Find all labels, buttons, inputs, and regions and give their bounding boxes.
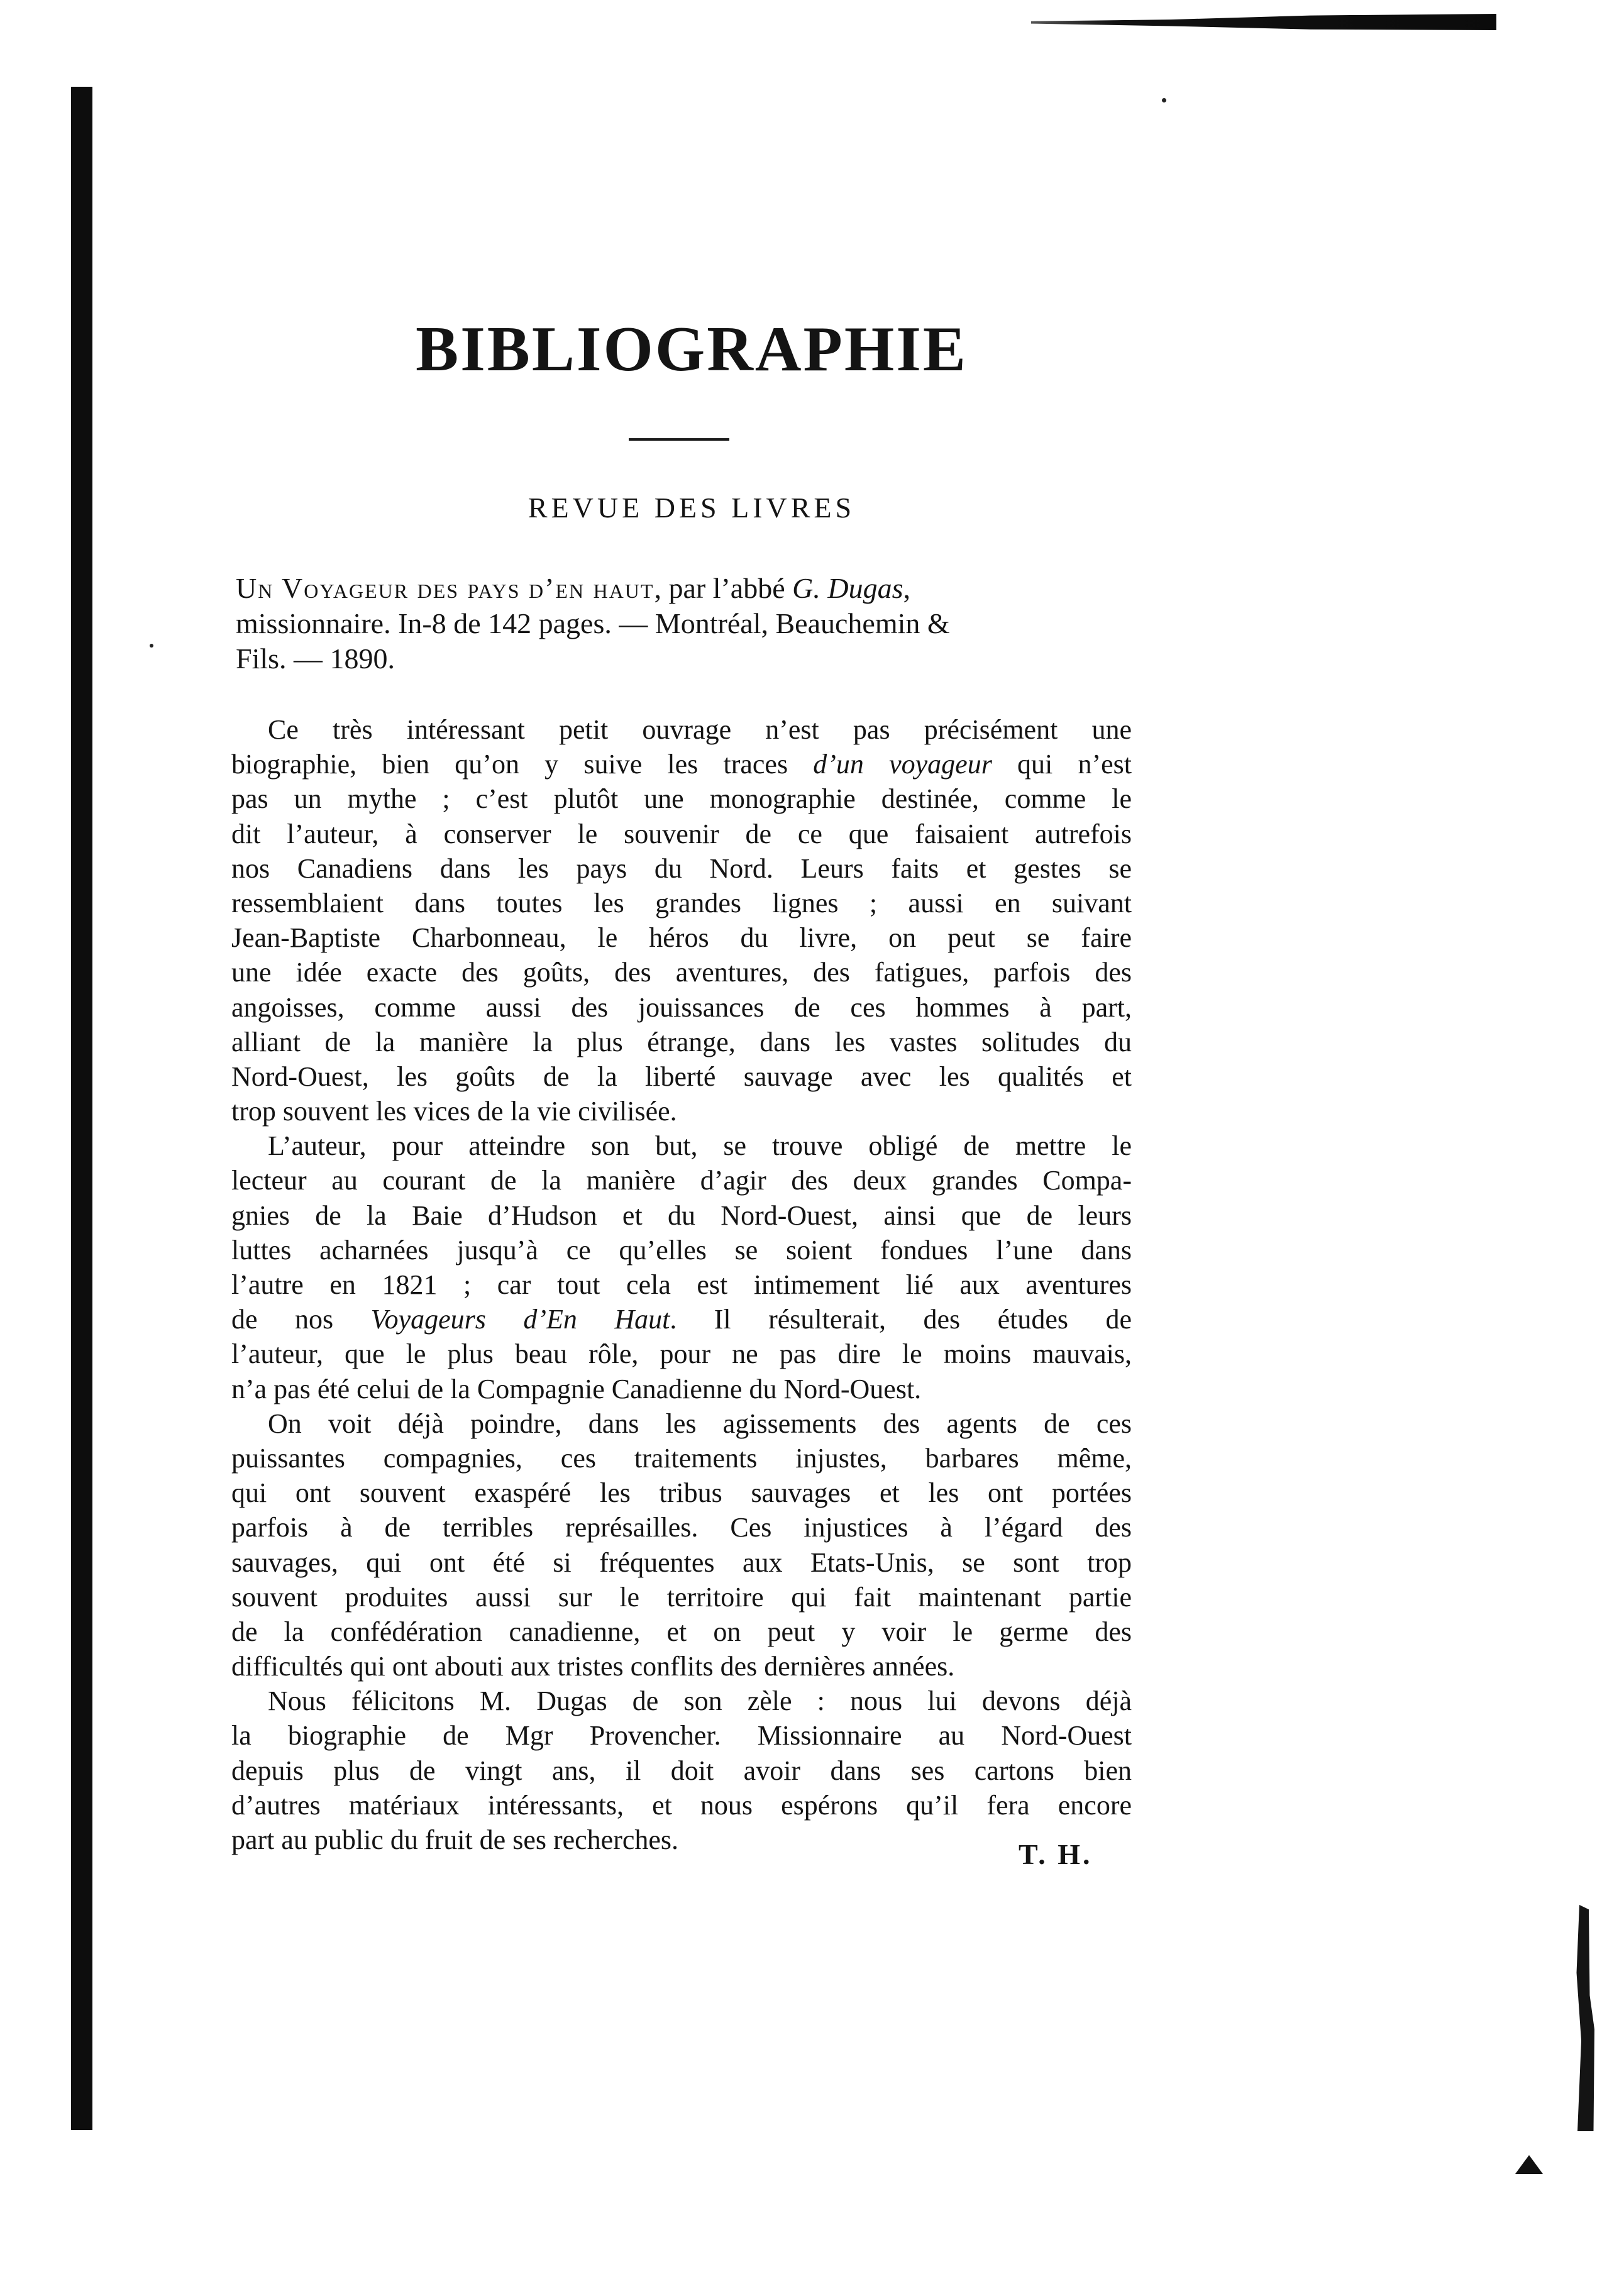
paragraph-3-line: souvent produites aussi sur le territoire qui fait maintenant partie bbox=[231, 1581, 1132, 1613]
italic-text: d’un voyageur bbox=[813, 749, 992, 780]
scan-edge-artifact-right bbox=[1576, 1905, 1594, 2131]
paragraph-1-line: angoisses, comme aussi des jouissances de ces hommes à part, bbox=[231, 991, 1132, 1023]
scan-edge-artifact-left bbox=[71, 87, 92, 2130]
paragraph-1-line: une idée exacte des goûts, des aventures, des fatigues, parfois des bbox=[231, 957, 1132, 988]
paragraph-3-line: difficultés qui ont abouti aux tristes conflits des dernières années. bbox=[231, 1651, 955, 1682]
paragraph-1-line: biographie, bien qu’on y suive les traces d’un voyageur qui n’est bbox=[231, 749, 1132, 780]
book-citation bbox=[236, 571, 1135, 676]
book-author: G. Dugas bbox=[792, 572, 903, 604]
paragraph-4-line: Nous félicitons M. Dugas de son zèle : nous lui devons déjà bbox=[268, 1685, 1132, 1717]
reviewer-signature: T. H. bbox=[1019, 1838, 1093, 1870]
italic-text: Voyageurs d’En Haut bbox=[370, 1304, 670, 1335]
paragraph-4-line: part au public du fruit de ses recherches. bbox=[231, 1824, 679, 1855]
section-subheading: REVUE DES LIVRES bbox=[528, 492, 856, 524]
citation-connector: , par l’abbé bbox=[654, 572, 793, 604]
paragraph-1-line: trop souvent les vices de la vie civilisée. bbox=[231, 1096, 677, 1127]
paragraph-1-line: Ce très intéressant petit ouvrage n’est pas précisément une bbox=[268, 714, 1132, 745]
page-heading: BIBLIOGRAPHIE bbox=[416, 314, 968, 385]
scan-speck bbox=[1162, 98, 1166, 102]
paragraph-2-line: de nos Voyageurs d’En Haut. Il résulterait, des études de bbox=[231, 1304, 1132, 1335]
paragraph-2-line: gnies de la Baie d’Hudson et du Nord-Ouest, ainsi que de leurs bbox=[231, 1200, 1132, 1231]
paragraph-2-line: lecteur au courant de la manière d’agir des deux grandes Compa- bbox=[231, 1165, 1132, 1196]
review-body bbox=[231, 712, 1132, 1857]
paragraph-1-line: ressemblaient dans toutes les grandes lignes ; aussi en suivant bbox=[231, 887, 1132, 918]
paragraph-2-line: L’auteur, pour atteindre son but, se trouve obligé de mettre le bbox=[268, 1130, 1132, 1162]
scan-mark bbox=[1515, 2155, 1543, 2174]
heading-rule bbox=[629, 438, 729, 441]
paragraph-3-line: sauvages, qui ont été si fréquentes aux Etats-Unis, se sont trop bbox=[231, 1547, 1132, 1578]
paragraph-1-line: alliant de la manière la plus étrange, dans les vastes solitudes du bbox=[231, 1026, 1132, 1057]
paragraph-1-line: dit l’auteur, à conserver le souvenir de ce que faisaient autrefois bbox=[231, 818, 1132, 849]
paragraph-3-line: On voit déjà poindre, dans les agissements des agents de ces bbox=[268, 1408, 1132, 1439]
paragraph-2-line: luttes acharnées jusqu’à ce qu’elles se soient fondues l’une dans bbox=[231, 1234, 1132, 1266]
citation-line-1 bbox=[236, 571, 1135, 606]
scan-speck bbox=[150, 644, 153, 648]
book-title: Un Voyageur des pays d’en haut bbox=[236, 572, 655, 604]
scan-edge-artifact-top bbox=[1031, 14, 1496, 30]
paragraph-3-line: parfois à de terribles représailles. Ces injustices à l’égard des bbox=[231, 1512, 1132, 1543]
citation-line-3: Fils. — 1890. bbox=[236, 643, 395, 675]
paragraph-3-line: qui ont souvent exaspéré les tribus sauvages et les ont portées bbox=[231, 1477, 1132, 1509]
paragraph-4-line: depuis plus de vingt ans, il doit avoir dans ses cartons bien bbox=[231, 1755, 1132, 1786]
paragraph-2-line: n’a pas été celui de la Compagnie Canadienne du Nord-Ouest. bbox=[231, 1373, 922, 1404]
paragraph-1-line: Jean-Baptiste Charbonneau, le héros du livre, on peut se faire bbox=[231, 922, 1132, 954]
paragraph-1-line: Nord-Ouest, les goûts de la liberté sauvage avec les qualités et bbox=[231, 1061, 1132, 1092]
paragraph-3-line: puissantes compagnies, ces traitements injustes, barbares même, bbox=[231, 1442, 1132, 1474]
paragraph-4-line: la biographie de Mgr Provencher. Missionnaire au Nord-Ouest bbox=[231, 1720, 1132, 1751]
paragraph-1-line: nos Canadiens dans les pays du Nord. Leurs faits et gestes se bbox=[231, 852, 1132, 884]
paragraph-3-line: de la confédération canadienne, et on peut y voir le germe des bbox=[231, 1616, 1132, 1647]
citation-line-2: missionnaire. In-8 de 142 pages. — Montréal, Beauchemin & bbox=[236, 607, 950, 639]
citation-punctuation: , bbox=[903, 572, 910, 604]
paragraph-1-line: pas un mythe ; c’est plutôt une monographie destinée, comme le bbox=[231, 783, 1132, 815]
paragraph-2-line: l’auteur, que le plus beau rôle, pour ne pas dire le moins mauvais, bbox=[231, 1338, 1132, 1370]
paragraph-4-line: d’autres matériaux intéressants, et nous espérons qu’il fera encore bbox=[231, 1789, 1132, 1821]
paragraph-2-line: l’autre en 1821 ; car tout cela est intimement lié aux aventures bbox=[231, 1269, 1132, 1300]
